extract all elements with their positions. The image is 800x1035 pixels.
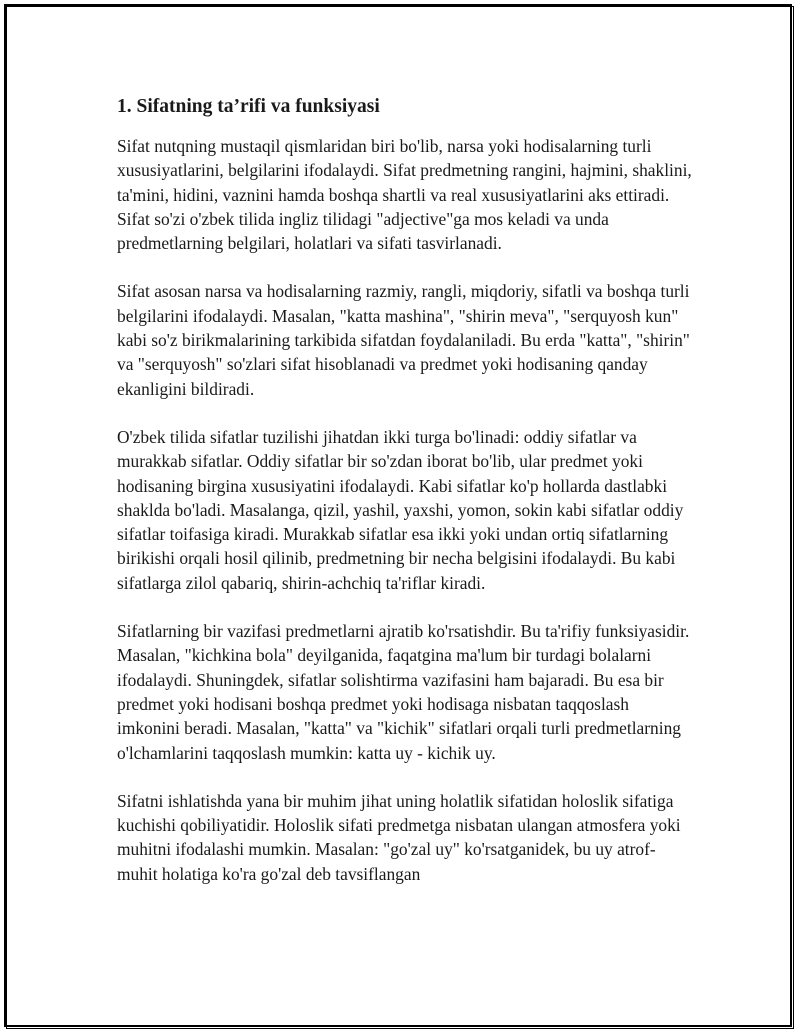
paragraph-attributes: Sifat asosan narsa va hodisalarning razmiy, rangli, miqdoriy, sifatli va boshqa turli belgilarini ifodalaydi. Masalan, "katta mashina", "shirin meva", "serquyosh kun" kabi so'z birikmalarining tarkibida sifatdan foydalaniladi. Bu erda "katta", "shirin" va "serquyosh" so'zlari sifat hisoblanadi va predmet yoki hodisaning qanday ekanligini bildiradi. — [117, 281, 690, 399]
section-heading: 1. Sifatning ta’rifi va funksiyasi — [117, 96, 380, 117]
document-body — [117, 93, 692, 910]
paragraph-definition: Sifat nutqning mustaqil qismlaridan biri bo'lib, narsa yoki hodisalarning turli xususiyatlarini, belgilarini ifodalaydi. Sifat predmetning rangini, hajmini, shaklini, ta'mini, hidini, vaznini hamda boshqa shartli va real xususiyatlarini aks ettiradi. Sifat so'zi o'zbek tilida ingliz tilidagi "adjective"ga mos keladi va unda predmetlarning belgilari, holatlari va sifati tasvirlanadi. — [117, 136, 692, 254]
paragraph-usage: Sifatni ishlatishda yana bir muhim jihat uning holatlik sifatidan holoslik sifatiga kuchishi qobiliyatidir. Holoslik sifati predmetga nisbatan ulangan atmosfera yoki muhitni ifodalashi mumkin. Masalan: "go'zal uy" ko'rsatganidek, bu uy atrof-muhit holatiga ko'ra go'zal deb tavsiflangan — [117, 790, 681, 884]
paragraph-functions: Sifatlarning bir vazifasi predmetlarni ajratib ko'rsatishdir. Bu ta'rifiy funksiyasidir. Masalan, "kichkina bola" deyilganida, faqatgina ma'lum bir turdagi bolalarni ifodalaydi. Shuningdek, sifatlar solishtirma vazifasini ham bajaradi. Bu esa bir predmet yoki hodisani boshqa predmet yoki hodisaga nisbatan taqqoslash imkonini beradi. Masalan, "katta" va "kichik" sifatlari orqali turli predmetlarning o'lchamlarini taqqoslash mumkin: katta uy - kichik uy. — [117, 621, 690, 763]
paragraph-structure: O'zbek tilida sifatlar tuzilishi jihatdan ikki turga bo'linadi: oddiy sifatlar va murakkab sifatlar. Oddiy sifatlar bir so'zdan iborat bo'lib, ular predmet yoki hodisaning birgina xususiyatini ifodalaydi. Kabi sifatlar ko'p hollarda dastlabki shaklda bo'ladi. Masalanga, qizil, yashil, yaxshi, yomon, sokin kabi sifatlar oddiy sifatlar toifasiga kiradi. Murakkab sifatlar esa ikki yoki undan ortiq sifatlarning birikishi orqali hosil qilinib, predmetning bir necha belgisini ifodalaydi. Bu kabi sifatlarga zilol qabariq, shirin-achchiq ta'riflar kiradi. — [117, 426, 684, 593]
